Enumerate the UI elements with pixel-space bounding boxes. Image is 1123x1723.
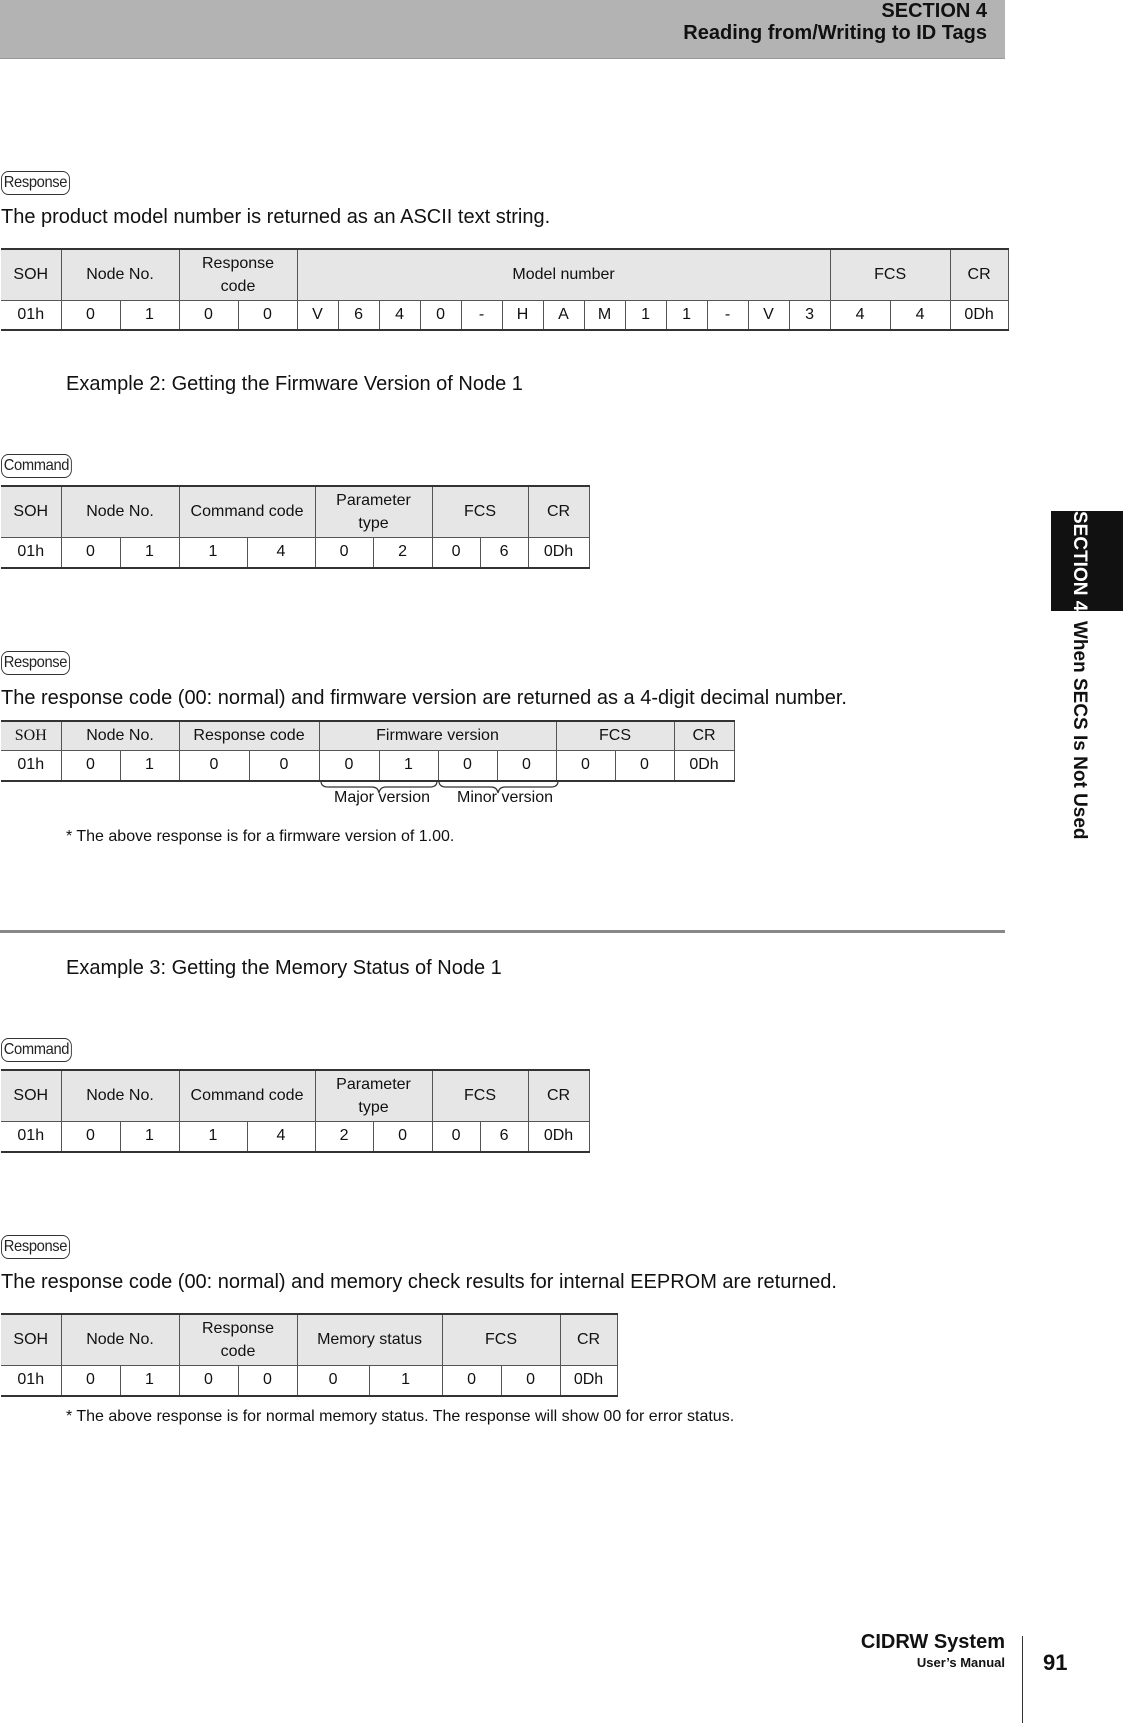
command-tag-2: Command [1,454,72,478]
example-3-title: Example 3: Getting the Memory Status of Node 1 [66,957,502,979]
header-node-no: Node No. [61,1070,179,1121]
value-cell: 4 [379,300,420,330]
memory-status-note: * The above response is for normal memory status. The response will show 00 for error status. [66,1408,735,1425]
footer-product-title: CIDRW System [860,1631,1005,1653]
value-cell: 1 [666,300,707,330]
header-model-number: Model number [297,249,830,300]
command-frame-table-3 [1,1069,590,1153]
header-fcs: FCS [556,721,674,750]
header-node-no: Node No. [61,249,179,300]
page-number: 91 [1043,1650,1068,1675]
value-cell: 0 [297,1365,369,1396]
value-cell: 0 [249,750,319,781]
value-cell: 0 [432,537,480,568]
header-fcs: FCS [830,249,950,300]
value-cell: 0 [497,750,556,781]
value-cell: 0 [315,537,373,568]
section-title: Reading from/Writing to ID Tags [683,22,987,44]
value-cell: 1 [120,537,179,568]
value-cell: 0Dh [950,300,1008,330]
value-cell: 0 [61,750,120,781]
value-cell: 6 [338,300,379,330]
header-soh: SOH [1,486,61,537]
header-cr: CR [528,1070,589,1121]
footer-divider [1022,1636,1023,1723]
header-response-code: Response code [179,721,319,750]
header-cr: CR [674,721,734,750]
header-cr: CR [528,486,589,537]
response-tag-3: Response [1,1235,70,1259]
value-cell: 0Dh [674,750,734,781]
header-soh: SOH [1,1070,61,1121]
response-description-3: The response code (00: normal) and memory check results for internal EEPROM are returned. [1,1271,837,1293]
header-command-code: Command code [179,486,315,537]
value-cell: 1 [369,1365,442,1396]
value-cell: M [584,300,625,330]
value-cell: V [748,300,789,330]
value-cell: 1 [120,750,179,781]
value-cell: - [461,300,502,330]
header-soh: SOH [1,721,61,750]
value-cell: 0 [556,750,615,781]
value-cell: 1 [179,537,247,568]
section-header [0,0,1005,59]
header-parameter-type: Parameter type [315,1070,432,1121]
value-cell: 0 [238,300,297,330]
value-cell: 4 [247,1121,315,1152]
value-cell: - [707,300,748,330]
value-cell: 1 [120,300,179,330]
value-cell: 6 [480,1121,528,1152]
value-cell: 0Dh [528,1121,589,1152]
value-cell: 0 [61,300,120,330]
response-frame-table-3 [1,1313,618,1397]
value-cell: 0 [179,750,249,781]
firmware-note: * The above response is for a firmware version of 1.00. [66,828,455,845]
value-cell: 0 [615,750,674,781]
value-cell: 0 [501,1365,560,1396]
value-cell: 0 [179,300,238,330]
value-cell: 0Dh [528,537,589,568]
value-cell: 0 [438,750,497,781]
header-soh: SOH [1,249,61,300]
response-tag-1: Response [1,171,70,195]
value-cell: 0 [61,537,120,568]
value-cell: 01h [1,1121,61,1152]
header-node-no: Node No. [61,721,179,750]
response-tag-2: Response [1,651,70,675]
value-cell: 01h [1,537,61,568]
value-cell: 0 [238,1365,297,1396]
section-number: SECTION 4 [881,0,987,22]
value-cell: 4 [830,300,890,330]
value-cell: V [297,300,338,330]
example-2-title: Example 2: Getting the Firmware Version of Node 1 [66,373,523,395]
response-frame-table-1 [1,248,1009,331]
value-cell: 0 [373,1121,432,1152]
value-cell: 6 [480,537,528,568]
header-firmware-version: Firmware version [319,721,556,750]
response-description-1: The product model number is returned as an ASCII text string. [1,206,551,228]
major-version-label: Major version [334,789,431,806]
header-cr: CR [560,1314,617,1365]
value-cell: 01h [1,300,61,330]
header-parameter-type: Parameter type [315,486,432,537]
header-response-code: Response code [179,1314,297,1365]
header-memory-status: Memory status [297,1314,442,1365]
value-cell: 0 [319,750,379,781]
value-cell: 0 [442,1365,501,1396]
command-tag-3: Command [1,1038,72,1062]
header-response-code: Response code [179,249,297,300]
header-node-no: Node No. [61,1314,179,1365]
response-description-2: The response code (00: normal) and firmware version are returned as a 4-digit decimal number. [1,687,847,709]
value-cell: 0 [179,1365,238,1396]
value-cell: 1 [179,1121,247,1152]
value-cell: 1 [625,300,666,330]
value-cell: 1 [120,1121,179,1152]
header-cr: CR [950,249,1008,300]
footer-manual-subtitle: User’s Manual [916,1655,1005,1670]
side-tab-chapter: When SECS Is Not Used [1069,620,1090,840]
value-cell: 0 [432,1121,480,1152]
value-cell: 1 [120,1365,179,1396]
header-fcs: FCS [432,486,528,537]
value-cell: 3 [789,300,830,330]
header-node-no: Node No. [61,486,179,537]
value-cell: 01h [1,750,61,781]
value-cell: 1 [379,750,438,781]
header-fcs: FCS [442,1314,560,1365]
value-cell: 01h [1,1365,61,1396]
value-cell: 0 [61,1365,120,1396]
value-cell: 4 [247,537,315,568]
header-fcs: FCS [432,1070,528,1121]
side-tab [1050,511,1090,871]
section-divider [0,930,1005,933]
value-cell: 2 [315,1121,373,1152]
value-cell: 0 [61,1121,120,1152]
value-cell: 0 [420,300,461,330]
value-cell: 0Dh [560,1365,617,1396]
value-cell: H [502,300,543,330]
side-tab-section: SECTION 4 [1069,511,1090,612]
header-command-code: Command code [179,1070,315,1121]
value-cell: 4 [890,300,950,330]
value-cell: A [543,300,584,330]
command-frame-table-2 [1,485,590,569]
response-frame-table-2 [1,720,735,782]
value-cell: 2 [373,537,432,568]
header-soh: SOH [1,1314,61,1365]
minor-version-label: Minor version [457,789,554,806]
